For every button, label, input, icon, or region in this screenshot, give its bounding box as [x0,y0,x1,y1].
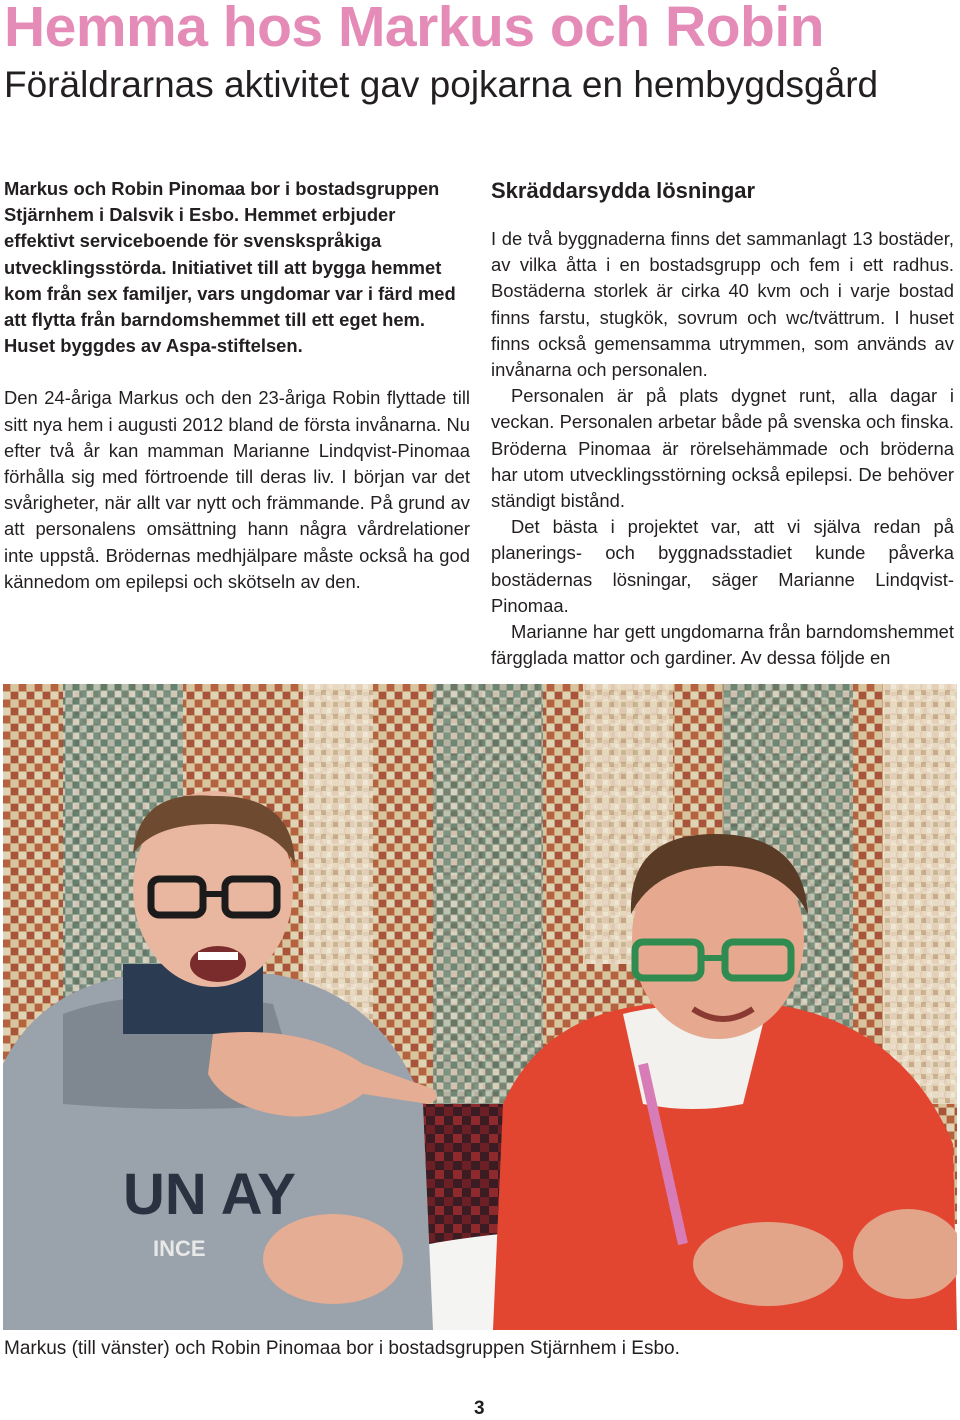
article-title: Hemma hos Markus och Robin [4,0,824,59]
body-paragraph: Den 24-åriga Markus och den 23-åriga Robin flyttade till sitt nya hem i augusti 2012 bland de första invånarna. Nu efter två år kan mamman Marianne Lindqvist-Pinomaa förhålla sig med förtroende till deras liv. I början var det svårigheter, när allt var nytt och främmande. På grund av att personalens omsättning hann några vårdrelationer inte uppstå. Brödernas medhjälpare måste också ha god kännedom om epilepsi och skötseln av den. [4,387,470,592]
paragraph-3: Det bästa i projektet var, att vi själva redan på planerings- och byggnadsstadiet kunde påverka bostädernas lösningar, säger Marianne Lindqvist-Pinomaa. [491,516,954,616]
paragraph-4: Marianne har gett ungdomarna från barndomshemmet färgglada mattor och gardiner. Av dessa följde en [491,621,954,669]
paragraph-gap [4,359,470,385]
article-subtitle: Föräldrarnas aktivitet gav pojkarna en hembygdsgård [4,64,879,105]
page-number: 3 [474,1398,485,1419]
sweatshirt-print-small: INCE [153,1236,206,1261]
photo-caption: Markus (till vänster) och Robin Pinomaa bor i bostadsgruppen Stjärnhem i Esbo. [4,1338,680,1359]
lead-paragraph: Markus och Robin Pinomaa bor i bostadsgruppen Stjärnhem i Dalsvik i Esbo. Hemmet erbjuder effektivt serviceboende för svenskspråkiga utvecklingsstörda. Initiativet till att bygga hemmet kom från sex familjer, vars ungdomar var i färd med att flytta från barndomshemmet till ett eget hem. Huset byggdes av Aspa-stiftelsen. [4,178,456,357]
article-photo [3,684,957,1330]
paragraph-1: I de två byggnaderna finns det sammanlagt 13 bostäder, av vilka åtta i en bostadsgrupp och fem i ett radhus. Bostäderna storlek är cirka 40 kvm och i varje bostad finns farstu, stugkök, sovrum och wc/tvättrum. I huset finns också gemensamma utrymmen, som används av invånarna och personalen. [491,228,954,381]
section-heading: Skräddarsydda lösningar [491,178,756,203]
sweatshirt-print: UN AY [123,1162,296,1227]
paragraph-2: Personalen är på plats dygnet runt, alla dagar i veckan. Personalen arbetar både på svenska och finska. Bröderna Pinomaa är rörelsehämmade och bröderna har utom utvecklingsstörning också epilepsi. De behöver ständigt bistånd. [491,385,954,512]
left-column [4,176,470,595]
right-column [491,176,954,671]
